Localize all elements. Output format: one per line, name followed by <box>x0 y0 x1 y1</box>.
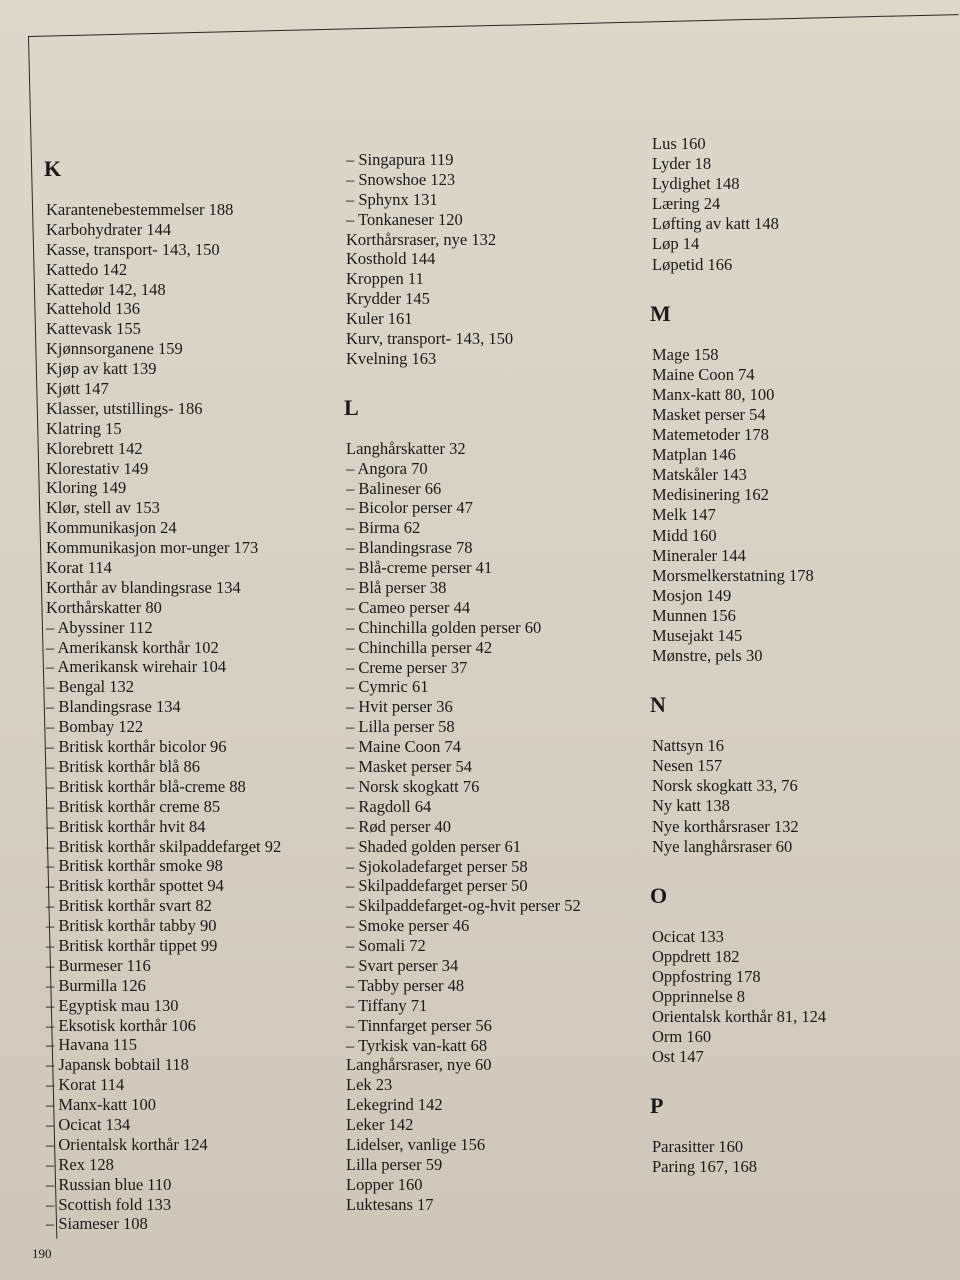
index-entry: Kasse, transport- 143, 150 <box>46 239 220 259</box>
index-entry: Kattedør 142, 148 <box>46 279 166 299</box>
index-entry: – Britisk korthår blå 86 <box>46 756 200 776</box>
index-entry: Korthårskatter 80 <box>46 597 162 617</box>
index-entry: Midd 160 <box>652 525 717 545</box>
index-entry: Luktesans 17 <box>346 1194 434 1214</box>
index-entry: Kjøp av katt 139 <box>46 359 157 379</box>
index-entry: – Birma 62 <box>346 518 421 538</box>
index-entry: Mønstre, pels 30 <box>652 646 763 666</box>
index-entry: Langhårsraser, nye 60 <box>346 1055 492 1075</box>
index-entry: – Rex 128 <box>46 1154 114 1174</box>
index-entry: Klorebrett 142 <box>46 438 143 458</box>
index-entry: Oppdrett 182 <box>652 946 740 966</box>
index-entry: – Snowshoe 123 <box>346 169 456 189</box>
section-gap <box>646 1067 946 1095</box>
index-entry: Kattevask 155 <box>46 319 141 339</box>
index-entry: Munnen 156 <box>652 605 736 625</box>
index-entry: – Eksotisk korthår 106 <box>46 1015 196 1035</box>
index-entry: – Burmeser 116 <box>46 955 151 975</box>
index-entry: Lek 23 <box>346 1075 393 1095</box>
section-letter-n: N <box>650 692 666 718</box>
index-entry: Paring 167, 168 <box>652 1157 757 1177</box>
index-entry: Løp 14 <box>652 234 700 254</box>
page-number: 190 <box>32 1246 52 1261</box>
index-entry: – Blå-creme perser 41 <box>346 558 493 578</box>
index-entry: – Scottish fold 133 <box>46 1194 172 1214</box>
index-entry: Lekegrind 142 <box>346 1095 443 1115</box>
index-entry: Kommunikasjon 24 <box>46 518 177 538</box>
index-entry: – Britisk korthår bicolor 96 <box>46 737 227 757</box>
index-entry: – Burmilla 126 <box>46 975 146 995</box>
index-entry: Oppfostring 178 <box>652 966 761 986</box>
index-entry: Medisinering 162 <box>652 485 769 505</box>
index-entry: – Britisk korthår blå-creme 88 <box>46 776 246 796</box>
index-entry: – Japansk bobtail 118 <box>46 1055 189 1075</box>
index-entry: Klatring 15 <box>46 418 122 438</box>
index-entry: – Amerikansk wirehair 104 <box>46 657 227 677</box>
index-entry: Løfting av katt 148 <box>652 214 779 234</box>
section-letter-m: M <box>650 300 671 326</box>
index-entry: – Maine Coon 74 <box>346 737 462 757</box>
index-entry: – Lilla perser 58 <box>346 717 455 737</box>
index-entry: Orm 160 <box>652 1027 712 1047</box>
index-entry: – Ragdoll 64 <box>346 796 432 816</box>
index-entry: Morsmelkerstatning 178 <box>652 565 814 585</box>
index-entry: Kvelning 163 <box>346 348 437 368</box>
index-entry: Krydder 145 <box>346 289 430 309</box>
index-entry: Ny katt 138 <box>652 796 730 816</box>
index-entry: – Cymric 61 <box>346 677 429 697</box>
section-letter-l: L <box>344 394 359 420</box>
section-letter-p: P <box>650 1093 664 1119</box>
index-entry: Mosjon 149 <box>652 585 732 605</box>
section-letter-o: O <box>650 882 668 908</box>
index-entry: – Bengal 132 <box>46 677 134 697</box>
index-entry: Nye korthårsraser 132 <box>652 816 799 836</box>
index-entry: Lydighet 148 <box>652 174 740 194</box>
index-entry: Karantenebestemmelser 188 <box>46 200 234 219</box>
index-entry: – Cameo perser 44 <box>346 597 471 617</box>
section-gap <box>646 666 946 694</box>
index-entry: – Britisk korthår tippet 99 <box>46 935 218 955</box>
index-entry: – Ocicat 134 <box>46 1114 131 1134</box>
index-column-1 <box>40 158 340 1234</box>
index-entry: – Tyrkisk van-katt 68 <box>346 1035 488 1055</box>
index-entry: Mage 158 <box>652 344 719 364</box>
index-entry: Lopper 160 <box>346 1174 423 1194</box>
index-entry: – Britisk korthår smoke 98 <box>46 856 223 876</box>
index-entry: Kattehold 136 <box>46 299 140 319</box>
index-entry: Kloring 149 <box>46 478 127 498</box>
index-entry: Karbohydrater 144 <box>46 219 172 239</box>
index-entry: Klasser, utstillings- 186 <box>46 398 203 418</box>
index-entry: – Bombay 122 <box>46 717 144 737</box>
index-entry: – Blandingsrase 134 <box>46 697 181 717</box>
index-entry: Manx-katt 80, 100 <box>652 384 775 404</box>
index-entry: Kommunikasjon mor-unger 173 <box>46 538 259 558</box>
index-entry: Korat 114 <box>46 558 112 578</box>
index-entry: Musejakt 145 <box>652 625 743 645</box>
index-entry: – Tonkaneser 120 <box>346 209 463 229</box>
index-entry: Korthår av blandingsrase 134 <box>46 577 241 597</box>
index-entry: Læring 24 <box>652 194 721 214</box>
index-entry: – Tiffany 71 <box>346 995 428 1015</box>
index-entry: Opprinnelse 8 <box>652 987 746 1006</box>
index-entry: – Britisk korthår creme 85 <box>46 796 221 816</box>
index-entry: Korthårsraser, nye 132 <box>346 229 497 249</box>
index-entry: – Shaded golden perser 61 <box>346 836 522 856</box>
index-entry: Kosthold 144 <box>346 249 436 269</box>
section-gap <box>646 275 946 303</box>
index-entry: – Skilpaddefarget-og-hvit perser 52 <box>346 896 581 916</box>
index-entry: Kjønnsorganene 159 <box>46 339 183 359</box>
index-entry: – Amerikansk korthår 102 <box>46 637 219 657</box>
index-entry: Kjøtt 147 <box>46 379 109 399</box>
index-entry: – Britisk korthår tabby 90 <box>46 916 217 936</box>
index-entry: Nesen 157 <box>652 756 723 776</box>
section-gap <box>340 369 640 397</box>
index-entry: – Angora 70 <box>346 458 428 478</box>
index-entry: – Somali 72 <box>346 936 426 956</box>
index-entry: – Creme perser 37 <box>346 657 468 677</box>
index-entry: Matskåler 143 <box>652 465 747 485</box>
index-entry: Mineraler 144 <box>652 545 746 565</box>
index-entry: – Korat 114 <box>46 1075 125 1095</box>
index-entry: Løpetid 166 <box>652 254 733 274</box>
index-entry: Masket perser 54 <box>652 404 766 424</box>
index-entry: Klorestativ 149 <box>46 458 149 478</box>
index-entry: Leker 142 <box>346 1115 414 1135</box>
index-entry: – Sjokoladefarget perser 58 <box>346 856 528 876</box>
index-entry: Orientalsk korthår 81, 124 <box>652 1007 827 1027</box>
index-entry: – Balineser 66 <box>346 478 442 498</box>
index-entry: – Masket perser 54 <box>346 757 473 777</box>
index-entry: Kurv, transport- 143, 150 <box>346 329 514 349</box>
index-entry: Melk 147 <box>652 505 716 525</box>
index-entry: – Rød perser 40 <box>346 816 451 836</box>
index-entry: Matemetoder 178 <box>652 425 769 445</box>
index-entry: – Blå perser 38 <box>346 578 447 598</box>
index-entry: – Siameser 108 <box>46 1214 148 1234</box>
index-entry: – Bicolor perser 47 <box>346 498 473 518</box>
index-entry: Norsk skogkatt 33, 76 <box>652 776 798 796</box>
index-entry: – Britisk korthår spottet 94 <box>46 876 224 896</box>
index-entry: – Russian blue 110 <box>46 1174 172 1194</box>
index-entry: Lidelser, vanlige 156 <box>346 1134 486 1154</box>
index-entry: – Blandingsrase 78 <box>346 538 473 558</box>
index-entry: – Chinchilla golden perser 60 <box>346 617 542 637</box>
section-gap <box>646 857 946 885</box>
index-entry: Parasitter 160 <box>652 1137 744 1157</box>
index-entry: Nye langhårsraser 60 <box>652 836 793 856</box>
index-entry: Kuler 161 <box>346 309 413 329</box>
index-entry: – Havana 115 <box>46 1035 138 1055</box>
index-entry: – Manx-katt 100 <box>46 1095 156 1115</box>
index-entry: – Svart perser 34 <box>346 955 459 975</box>
index-entry: – Britisk korthår skilpaddefarget 92 <box>46 836 282 856</box>
index-entry: Kattedo 142 <box>46 259 128 279</box>
index-entry: Ocicat 133 <box>652 926 724 946</box>
index-column-2 <box>340 150 640 1215</box>
index-entry: Langhårskatter 32 <box>346 438 466 458</box>
index-entry: – Sphynx 131 <box>346 189 438 209</box>
index-entry: – Singapura 119 <box>346 150 454 169</box>
section-letter-k: K <box>44 156 62 181</box>
index-entry: – Tabby perser 48 <box>346 975 465 995</box>
index-column-3 <box>646 134 946 1178</box>
index-entry: Nattsyn 16 <box>652 736 724 756</box>
index-entry: – Britisk korthår svart 82 <box>46 896 212 916</box>
index-entry: – Chinchilla perser 42 <box>346 637 493 657</box>
index-entry: – Egyptisk mau 130 <box>46 995 179 1015</box>
index-entry: – Hvit perser 36 <box>346 697 453 717</box>
index-entry: – Orientalsk korthår 124 <box>46 1134 208 1154</box>
index-entry: Lus 160 <box>652 134 706 153</box>
index-entry: Maine Coon 74 <box>652 364 755 384</box>
index-entry: Lyder 18 <box>652 154 712 174</box>
index-entry: – Norsk skogkatt 76 <box>346 776 480 796</box>
index-entry: Matplan 146 <box>652 445 736 465</box>
index-entry: – Skilpaddefarget perser 50 <box>346 876 528 896</box>
index-entry: – Abyssiner 112 <box>46 617 153 637</box>
index-entry: Ost 147 <box>652 1047 704 1067</box>
index-entry: – Britisk korthår hvit 84 <box>46 816 206 836</box>
index-entry: Klør, stell av 153 <box>46 498 160 518</box>
index-entry: Lilla perser 59 <box>346 1154 443 1174</box>
index-entry: Kroppen 11 <box>346 269 424 289</box>
index-entry: – Smoke perser 46 <box>346 916 470 936</box>
index-entry: – Tinnfarget perser 56 <box>346 1015 492 1035</box>
